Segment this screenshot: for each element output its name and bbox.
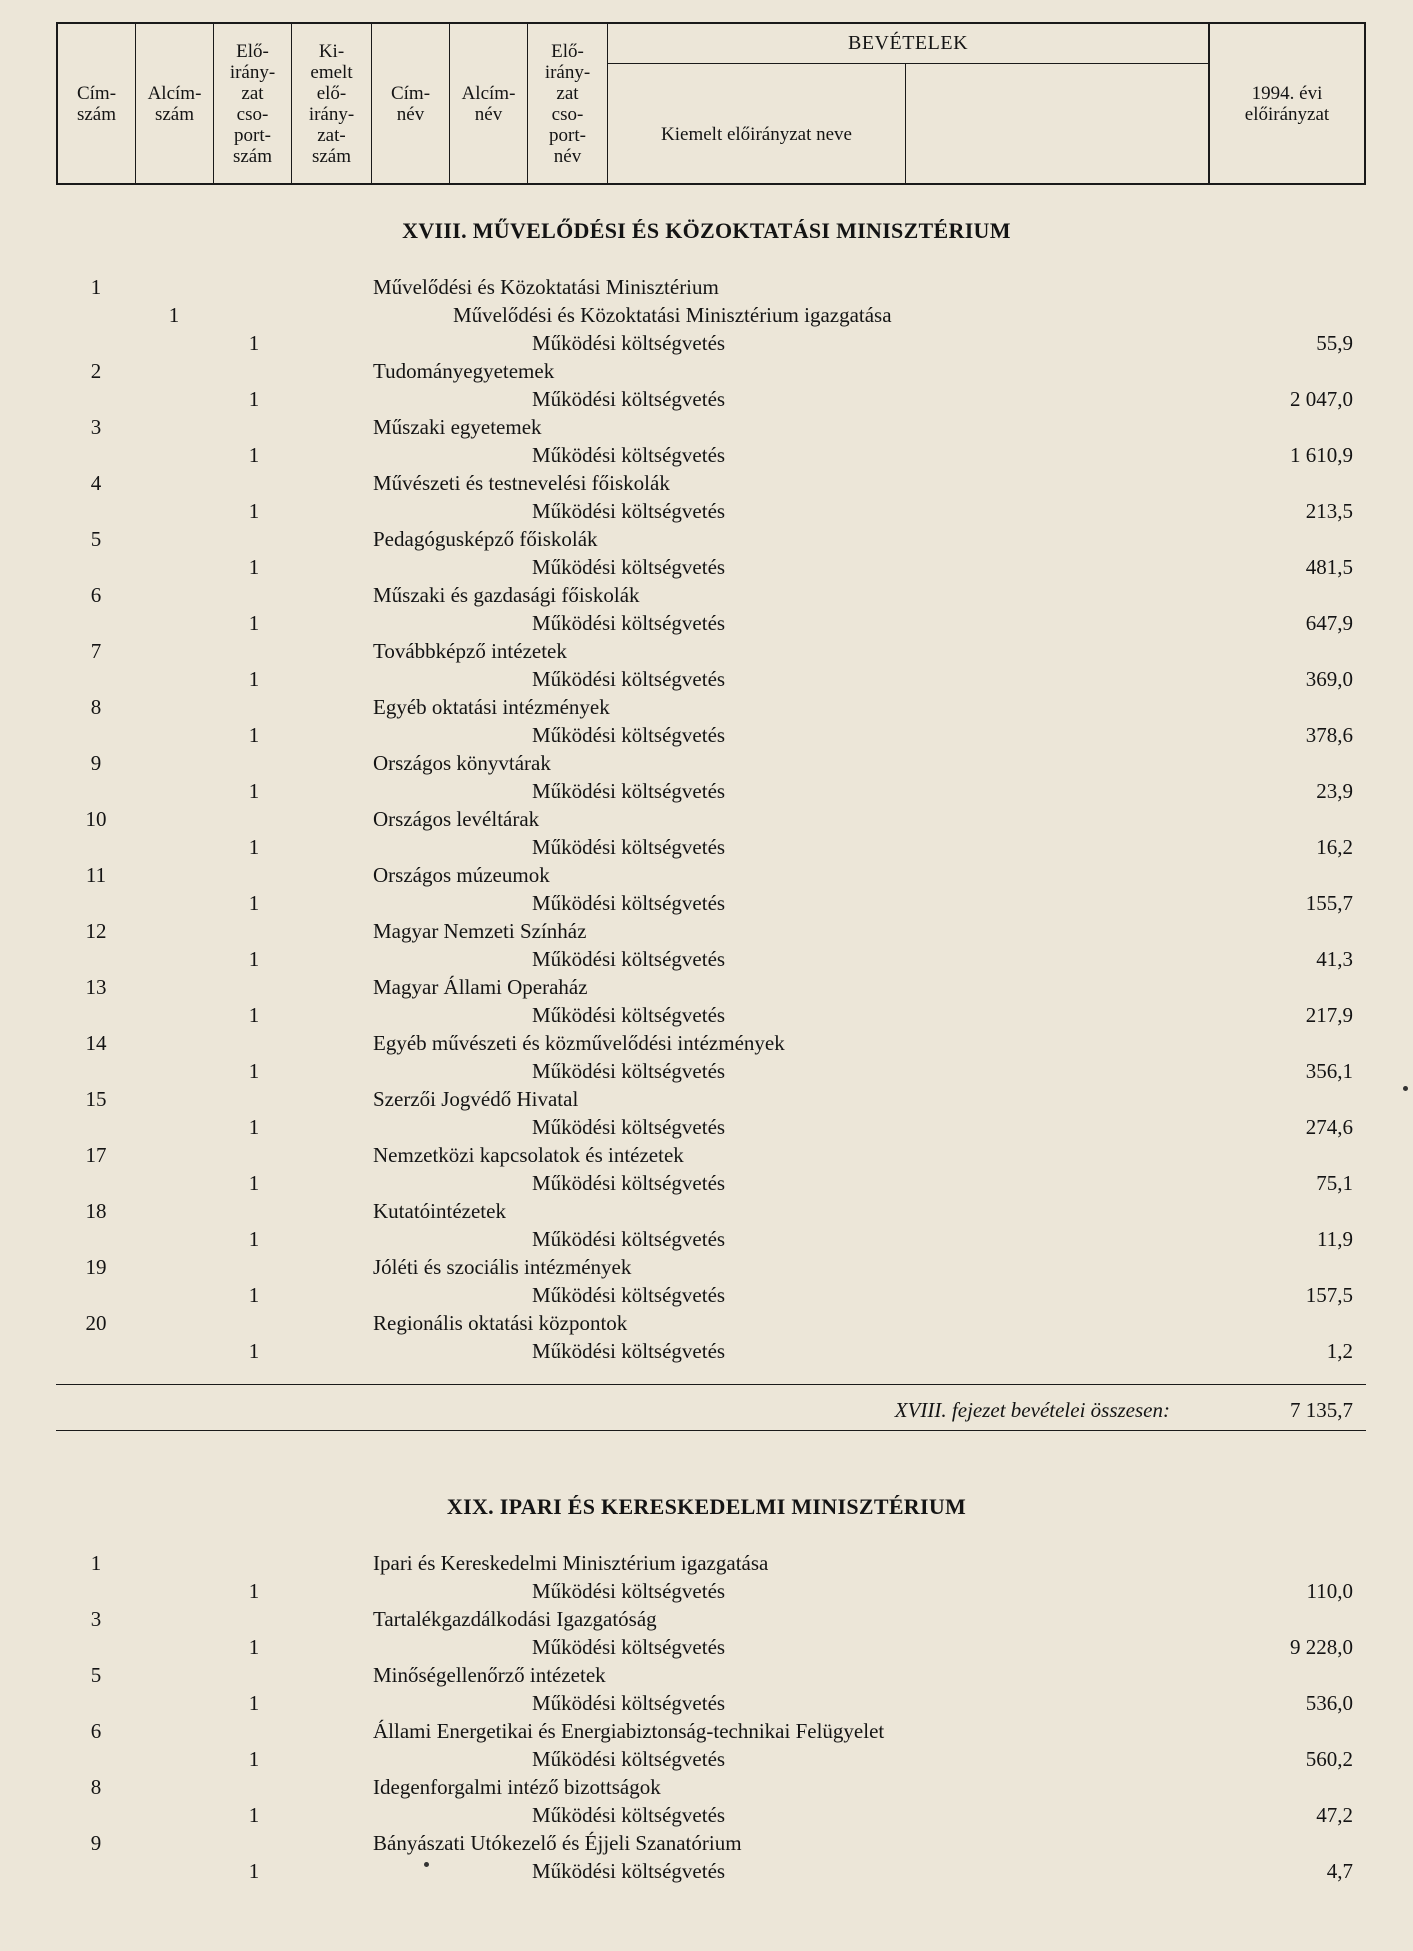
item-amount: 2 047,0 — [1290, 387, 1353, 411]
eloiranyzat-csoport-szam: 1 — [248, 1003, 260, 1027]
item-amount: 41,3 — [1316, 947, 1353, 971]
cim-szam: 14 — [85, 1031, 107, 1055]
cim-szam: 12 — [85, 919, 107, 943]
table-row — [0, 637, 1413, 665]
item-name: Működési költségvetés — [532, 1747, 726, 1771]
cim-szam: 17 — [85, 1143, 107, 1167]
section-xviii-total-label: XVIII. fejezet bevételei összesen: — [894, 1398, 1170, 1422]
header-alcim-nev: Alcím- név — [450, 24, 528, 183]
eloiranyzat-csoport-szam: 1 — [248, 1691, 260, 1715]
table-row — [0, 917, 1413, 945]
table-row — [0, 1337, 1413, 1365]
table-row — [0, 1689, 1413, 1717]
table-row — [0, 1633, 1413, 1661]
eloiranyzat-csoport-szam: 1 — [248, 723, 260, 747]
item-name: Tudományegyetemek — [373, 359, 555, 383]
table-row — [0, 609, 1413, 637]
item-amount: 378,6 — [1305, 723, 1353, 747]
table-row — [0, 1169, 1413, 1197]
item-name: Működési költségvetés — [532, 387, 726, 411]
cim-szam: 9 — [90, 751, 102, 775]
item-name: Állami Energetikai és Energiabiztonság-technikai Felügyelet — [373, 1719, 885, 1743]
item-name: Országos levéltárak — [373, 807, 540, 831]
cim-szam: 6 — [90, 1719, 102, 1743]
item-name: Működési költségvetés — [532, 499, 726, 523]
alcim-szam: 1 — [168, 303, 180, 327]
item-name: Ipari és Kereskedelmi Minisztérium igazgatása — [373, 1551, 769, 1575]
cim-szam: 19 — [85, 1255, 107, 1279]
item-name: Idegenforgalmi intéző bizottságok — [373, 1775, 661, 1799]
item-name: Működési költségvetés — [532, 779, 726, 803]
header-kiemelt-eloiranyzat-neve: Kiemelt előirányzat neve — [608, 64, 906, 185]
item-amount: 481,5 — [1305, 555, 1353, 579]
eloiranyzat-csoport-szam: 1 — [248, 1339, 260, 1363]
table-row — [0, 1857, 1413, 1885]
header-bevetelek: BEVÉTELEK — [608, 24, 1208, 64]
table-row — [0, 1085, 1413, 1113]
table-row — [0, 889, 1413, 917]
item-amount: 75,1 — [1316, 1171, 1353, 1195]
eloiranyzat-csoport-szam: 1 — [248, 1803, 260, 1827]
item-name: Műszaki egyetemek — [373, 415, 542, 439]
total-rule-top — [56, 1384, 1366, 1385]
cim-szam: 5 — [90, 527, 102, 551]
table-row — [0, 1001, 1413, 1029]
item-name: Működési költségvetés — [532, 723, 726, 747]
column-header-table — [56, 22, 1366, 185]
item-name: Tartalékgazdálkodási Igazgatóság — [373, 1607, 657, 1631]
table-row — [0, 749, 1413, 777]
item-amount: 356,1 — [1305, 1059, 1353, 1083]
item-name: Művelődési és Közoktatási Minisztérium — [373, 275, 719, 299]
item-name: Egyéb oktatási intézmények — [373, 695, 610, 719]
cim-szam: 1 — [90, 275, 102, 299]
table-row — [0, 861, 1413, 889]
eloiranyzat-csoport-szam: 1 — [248, 779, 260, 803]
cim-szam: 1 — [90, 1551, 102, 1575]
item-name: Működési költségvetés — [532, 1003, 726, 1027]
table-row — [0, 1197, 1413, 1225]
eloiranyzat-csoport-szam: 1 — [248, 1859, 260, 1883]
eloiranyzat-csoport-szam: 1 — [248, 443, 260, 467]
cim-szam: 4 — [90, 471, 102, 495]
item-amount: 9 228,0 — [1290, 1635, 1353, 1659]
table-row — [0, 1309, 1413, 1337]
eloiranyzat-csoport-szam: 1 — [248, 947, 260, 971]
table-row — [0, 1029, 1413, 1057]
eloiranyzat-csoport-szam: 1 — [248, 387, 260, 411]
cim-szam: 2 — [90, 359, 102, 383]
item-name: Műszaki és gazdasági főiskolák — [373, 583, 640, 607]
cim-szam: 8 — [90, 1775, 102, 1799]
table-row — [0, 693, 1413, 721]
table-row — [0, 1253, 1413, 1281]
item-name: Működési költségvetés — [532, 1339, 726, 1363]
item-name: Működési költségvetés — [532, 1803, 726, 1827]
table-row — [0, 1225, 1413, 1253]
item-amount: 155,7 — [1305, 891, 1353, 915]
header-eloiranyzat-csoport-szam: Elő- irány- zat cso- port- szám — [214, 24, 292, 183]
eloiranyzat-csoport-szam: 1 — [248, 1283, 260, 1307]
eloiranyzat-csoport-szam: 1 — [248, 611, 260, 635]
header-cim-nev: Cím- név — [372, 24, 450, 183]
item-name: Minőségellenőrző intézetek — [373, 1663, 606, 1687]
item-amount: 1 610,9 — [1290, 443, 1353, 467]
item-name: Működési költségvetés — [532, 555, 726, 579]
header-1994-eloiranyzat: 1994. évi előirányzat — [1244, 82, 1330, 125]
cim-szam: 7 — [90, 639, 102, 663]
table-row — [0, 1281, 1413, 1309]
item-name: Magyar Állami Operaház — [373, 975, 588, 999]
item-amount: 23,9 — [1316, 779, 1353, 803]
cim-szam: 9 — [90, 1831, 102, 1855]
table-row — [0, 777, 1413, 805]
item-name: Továbbképző intézetek — [373, 639, 567, 663]
item-name: Működési költségvetés — [532, 331, 726, 355]
item-name: Működési költségvetés — [532, 1635, 726, 1659]
header-kiemelt-eloiranyzat-szam: Ki- emelt elő- irány- zat- szám — [292, 24, 372, 183]
item-name: Működési költségvetés — [532, 611, 726, 635]
print-speck — [424, 1862, 429, 1867]
item-name: Működési költségvetés — [532, 891, 726, 915]
table-row — [0, 329, 1413, 357]
item-amount: 4,7 — [1326, 1859, 1353, 1883]
table-row — [0, 1577, 1413, 1605]
cim-szam: 18 — [85, 1199, 107, 1223]
table-row — [0, 833, 1413, 861]
section-title-xix: XIX. IPARI ÉS KERESKEDELMI MINISZTÉRIUM — [446, 1494, 967, 1519]
table-row — [0, 1801, 1413, 1829]
table-row — [0, 413, 1413, 441]
print-speck — [1403, 1086, 1408, 1091]
table-row — [0, 301, 1413, 329]
section-xviii-total-amount: 7 135,7 — [1290, 1398, 1353, 1422]
item-name: Bányászati Utókezelő és Éjjeli Szanatórium — [373, 1831, 742, 1855]
table-row — [0, 469, 1413, 497]
item-name: Egyéb művészeti és közművelődési intézmények — [373, 1031, 785, 1055]
item-name: Szerzői Jogvédő Hivatal — [373, 1087, 579, 1111]
eloiranyzat-csoport-szam: 1 — [248, 667, 260, 691]
item-name: Működési költségvetés — [532, 1283, 726, 1307]
table-row — [0, 1745, 1413, 1773]
table-row — [0, 553, 1413, 581]
item-name: Működési költségvetés — [532, 1579, 726, 1603]
cim-szam: 8 — [90, 695, 102, 719]
header-eloiranyzat-csoport-nev: Elő- irány- zat cso- port- név — [528, 24, 608, 183]
item-name: Működési költségvetés — [532, 1171, 726, 1195]
item-name: Regionális oktatási központok — [373, 1311, 628, 1335]
eloiranyzat-csoport-szam: 1 — [248, 1227, 260, 1251]
section-title-xviii: XVIII. MŰVELŐDÉSI ÉS KÖZOKTATÁSI MINISZTÉRIUM — [402, 218, 1011, 243]
table-row — [0, 497, 1413, 525]
table-row — [0, 273, 1413, 301]
item-name: Működési költségvetés — [532, 835, 726, 859]
table-row — [0, 441, 1413, 469]
eloiranyzat-csoport-szam: 1 — [248, 1171, 260, 1195]
item-name: Működési költségvetés — [532, 443, 726, 467]
eloiranyzat-csoport-szam: 1 — [248, 499, 260, 523]
cim-szam: 6 — [90, 583, 102, 607]
table-row — [0, 1717, 1413, 1745]
item-amount: 11,9 — [1317, 1227, 1353, 1251]
table-row — [0, 1057, 1413, 1085]
item-amount: 369,0 — [1305, 667, 1353, 691]
item-name: Országos könyvtárak — [373, 751, 551, 775]
table-row — [0, 1773, 1413, 1801]
eloiranyzat-csoport-szam: 1 — [248, 1059, 260, 1083]
table-row — [0, 1829, 1413, 1857]
cim-szam: 3 — [90, 415, 102, 439]
item-name: Művészeti és testnevelési főiskolák — [373, 471, 670, 495]
eloiranyzat-csoport-szam: 1 — [248, 555, 260, 579]
cim-szam: 5 — [90, 1663, 102, 1687]
table-row — [0, 945, 1413, 973]
item-amount: 157,5 — [1305, 1283, 1353, 1307]
cim-szam: 10 — [85, 807, 107, 831]
item-name: Működési költségvetés — [532, 667, 726, 691]
cim-szam: 15 — [85, 1087, 107, 1111]
eloiranyzat-csoport-szam: 1 — [248, 1747, 260, 1771]
item-name: Működési költségvetés — [532, 1859, 726, 1883]
cim-szam: 3 — [90, 1607, 102, 1631]
item-amount: 536,0 — [1305, 1691, 1353, 1715]
header-cim-szam: Cím- szám — [58, 24, 136, 183]
table-row — [0, 1113, 1413, 1141]
header-alcim-szam: Alcím- szám — [136, 24, 214, 183]
item-amount: 560,2 — [1305, 1747, 1353, 1771]
table-row — [0, 385, 1413, 413]
table-row — [0, 1141, 1413, 1169]
item-name: Működési költségvetés — [532, 947, 726, 971]
eloiranyzat-csoport-szam: 1 — [248, 331, 260, 355]
item-name: Működési költségvetés — [532, 1115, 726, 1139]
item-name: Országos múzeumok — [373, 863, 550, 887]
item-amount: 217,9 — [1305, 1003, 1353, 1027]
item-name: Kutatóintézetek — [373, 1199, 506, 1223]
item-name: Működési költségvetés — [532, 1059, 726, 1083]
item-amount: 55,9 — [1316, 331, 1353, 355]
table-row — [0, 665, 1413, 693]
item-name: Pedagógusképző főiskolák — [373, 527, 598, 551]
eloiranyzat-csoport-szam: 1 — [248, 1115, 260, 1139]
table-row — [0, 1549, 1413, 1577]
item-name: Működési költségvetés — [532, 1691, 726, 1715]
item-amount: 47,2 — [1316, 1803, 1353, 1827]
item-name: Nemzetközi kapcsolatok és intézetek — [373, 1143, 684, 1167]
eloiranyzat-csoport-szam: 1 — [248, 1635, 260, 1659]
table-row — [0, 357, 1413, 385]
item-amount: 1,2 — [1326, 1339, 1353, 1363]
eloiranyzat-csoport-szam: 1 — [248, 835, 260, 859]
table-row — [0, 581, 1413, 609]
cim-szam: 11 — [85, 863, 107, 887]
item-amount: 647,9 — [1305, 611, 1353, 635]
item-amount: 16,2 — [1316, 835, 1353, 859]
item-name: Művelődési és Közoktatási Minisztérium igazgatása — [453, 303, 892, 327]
eloiranyzat-csoport-szam: 1 — [248, 891, 260, 915]
table-row — [0, 1605, 1413, 1633]
item-name: Működési költségvetés — [532, 1227, 726, 1251]
table-row — [0, 805, 1413, 833]
item-amount: 213,5 — [1305, 499, 1353, 523]
item-amount: 110,0 — [1306, 1579, 1353, 1603]
table-row — [0, 973, 1413, 1001]
table-row — [0, 525, 1413, 553]
item-name: Jóléti és szociális intézmények — [373, 1255, 632, 1279]
table-row — [0, 1661, 1413, 1689]
total-rule-bottom — [56, 1430, 1366, 1431]
eloiranyzat-csoport-szam: 1 — [248, 1579, 260, 1603]
item-amount: 274,6 — [1305, 1115, 1353, 1139]
cim-szam: 20 — [85, 1311, 107, 1335]
item-name: Magyar Nemzeti Színház — [373, 919, 587, 943]
table-row — [0, 721, 1413, 749]
cim-szam: 13 — [85, 975, 107, 999]
